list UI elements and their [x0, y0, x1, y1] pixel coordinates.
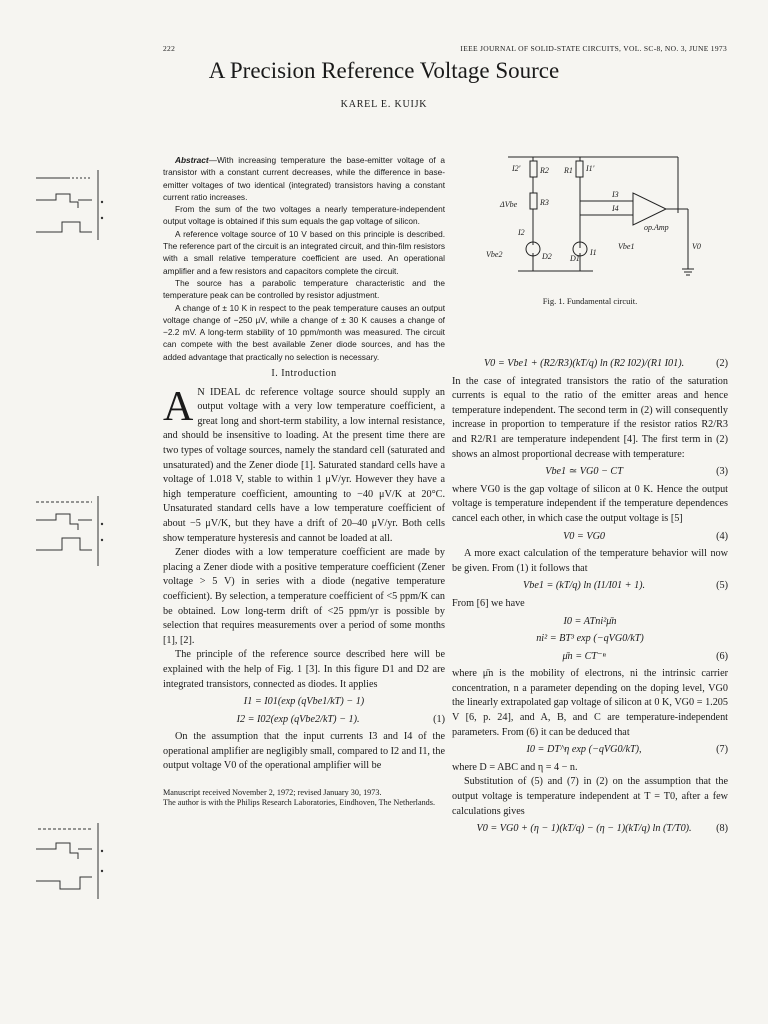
fundamental-circuit-diagram — [478, 153, 708, 293]
footnote — [163, 788, 445, 808]
label-vbe2: Vbe2 — [486, 250, 503, 259]
label-i1: I1 — [590, 248, 597, 257]
equation-3: Vbe1 ≃ VG0 − CT (3) — [545, 466, 728, 478]
intro-p2: Zener diodes with a low temperature coefficient are made by placing a Zener diode with a positive temperature coefficient (Zener voltage > 5 V) in series with a diode (negative temperature coefficient). By selection, a temperature coefficient of <5 ppm/K can be obtained. Low long-term drift of <25 ppm/yr is possible by selection that requires measurements over a period of some months [1], [2]. — [163, 547, 445, 646]
abstract-p4: The source has a parabolic temperature characteristic and the temperature peak can be controlled by resistor adjustment. — [163, 277, 445, 301]
right-column — [452, 354, 728, 840]
equation-4: V0 = VG0 (4) — [563, 530, 728, 542]
section-heading-introduction: I. Introduction — [271, 368, 337, 380]
drop-cap: A — [163, 383, 194, 430]
abstract-label: Abstract — [175, 155, 209, 165]
equation-5: Vbe1 = (kT/q) ln (I1/I01 + 1). (5) — [523, 580, 728, 592]
page-number: 222 — [163, 44, 176, 53]
label-r2: R2 — [540, 166, 549, 175]
footnote-affiliation: The author is with the Philips Research Laboratories, Eindhoven, The Netherlands. — [163, 798, 436, 808]
margin-waveform-sketch-2 — [30, 488, 110, 573]
intro-p4: On the assumption that the input currents I3 and I4 of the operational amplifier are negligibly small, compared to I2 and I1, the output voltage V0 of the operational amplifier will be — [163, 731, 445, 772]
label-delta-vbe: ΔVbe — [500, 200, 518, 209]
label-d2: D2 — [542, 252, 552, 261]
label-i2-prime: I2' — [512, 164, 521, 173]
intro-p3: The principle of the reference source described here will be explained with the help of Fig. 1 [3]. In this figure D1 and D2 are integrated transistors, connected as diodes. It applies — [163, 649, 445, 690]
equation-1b: I2 = I02(exp (qVbe2/kT) − 1). (1) — [163, 713, 445, 728]
margin-waveform-sketch-1 — [30, 160, 110, 245]
label-r3: R3 — [540, 198, 549, 207]
intro-p1: N IDEAL dc reference voltage source should supply an output voltage with a very low temperature coefficient, a great long and short-term stability, a low internal resistance, and should be insensitive to loading. At the present time there are two types of voltage sources, namely the standard cell (saturated and unsaturated) and the Zener diode [1]. Saturated standard cells have a voltage of 1.018 V, stable to within 1 μV/yr. However they have a high temperature coefficient, amounting to −40 μV/K at 20°C. Unsaturated standard cells have a low temperature coefficient of about −5 μV/K, but they have a drift of 20–40 μV/yr. Both cells show temperature hysteresis and cannot be loaded at all. — [163, 386, 445, 544]
label-i3: I3 — [612, 190, 619, 199]
abstract-p1: —With increasing temperature the base-emitter voltage of a transistor with a constant current decreases, while the difference in base-emitter voltages of two identical (integrated) transistors having a constant current ratio increases. — [163, 155, 445, 202]
equation-2: V0 = Vbe1 + (R2/R3)(kT/q) ln (R2 I02)/(R1 I01). (2) — [483, 358, 728, 369]
right-p7: Substitution of (5) and (7) in (2) on the assumption that the output voltage is temperature independent at T = T0, after a few calculations gives — [452, 776, 728, 817]
equation-6c: μ̄n = CT⁻ⁿ (6) — [562, 650, 728, 662]
paper-title: A Precision Reference Voltage Source — [208, 58, 560, 83]
abstract-p5: A change of ± 10 K in respect to the peak temperature causes an output voltage change of −250 μV, while a change of ± 30 K causes a change of −2.2 mV. A long-term stability of 10 ppm/month was measured. The circuit can compete with the best available Zener diode sources, and has the added advantage that practically no selection is necessary. — [163, 302, 445, 362]
equation-1a: I1 = I01(exp (qVbe1/kT) − 1) — [243, 696, 365, 708]
author-name: KAREL E. KUIJK — [340, 99, 428, 110]
footnote-manuscript: Manuscript received November 2, 1972; revised January 30, 1973. — [163, 788, 382, 798]
margin-waveform-sketch-3 — [30, 815, 110, 905]
equation-7: I0 = DT^η exp (−qVG0/kT), (7) — [526, 744, 728, 756]
label-op-amp: op.Amp — [644, 223, 669, 232]
equation-8: V0 = VG0 + (η − 1)(kT/q) − (η − 1)(kT/q) ln (T/T0). (8) — [476, 823, 728, 835]
right-p2: where VG0 is the gap voltage of silicon at 0 K. Hence the output voltage is temperature independent if the temperature dependences cancel each other, in which case the output voltage is [5] — [452, 483, 728, 524]
journal-header: IEEE JOURNAL OF SOLID-STATE CIRCUITS, VOL. SC-8, NO. 3, JUNE 1973 — [460, 44, 727, 53]
label-i4: I4 — [612, 204, 619, 213]
equation-6a: I0 = ATni²μ̄n — [563, 615, 617, 627]
label-d1: D1 — [570, 254, 580, 263]
right-p5: where μ̄n is the mobility of electrons, ni the intrinsic carrier concentration, n a parameter depending on the doping level, VG0 the linearly extrapolated gap voltage of silicon at 0 K, VG0 = 1.205 V [6, p. 24], and A, B, and C are temperature-independent parameters. From (6) it can be deduced that — [452, 668, 728, 738]
equation-6b: ni² = BT³ exp (−qVG0/kT) — [536, 633, 644, 645]
label-i1-prime: I1' — [586, 164, 595, 173]
right-p6: where D = ABC and η = 4 − n. — [452, 761, 578, 773]
right-p1: In the case of integrated transistors the ratio of the saturation currents is equal to the ratio of the emitter areas and hence temperature independent. The second term in (2) will consequently increase in proportion to temperature if the resistor ratios R2/R3 and R2/R1 are temperature independent [4]. The first term in (2) shows an almost proportional decrease with temperature: — [452, 375, 728, 460]
abstract-p2: From the sum of the two voltages a nearly temperature-independent output voltage is obtained if this sum equals the gap voltage of silicon. — [163, 204, 445, 227]
right-p4: From [6] we have — [452, 597, 525, 609]
abstract — [163, 154, 445, 363]
label-r1: R1 — [564, 166, 573, 175]
figure-caption: Fig. 1. Fundamental circuit. — [542, 296, 638, 306]
right-p3: A more exact calculation of the temperature behavior will now be given. From (1) it follows that — [452, 548, 728, 574]
label-v0: V0 — [692, 242, 701, 251]
left-column — [163, 154, 445, 808]
label-i2: I2 — [518, 228, 525, 237]
label-vbe1: Vbe1 — [618, 242, 635, 251]
equation-number: (1) — [433, 713, 445, 725]
abstract-p3: A reference voltage source of 10 V based on this principle is described. The reference part of the circuit is an integrated circuit, and thin-film resistors with a small relative temperature coefficient are used. An operational amplifier and a few resistors and capacitors complete the circuit. — [163, 228, 445, 276]
